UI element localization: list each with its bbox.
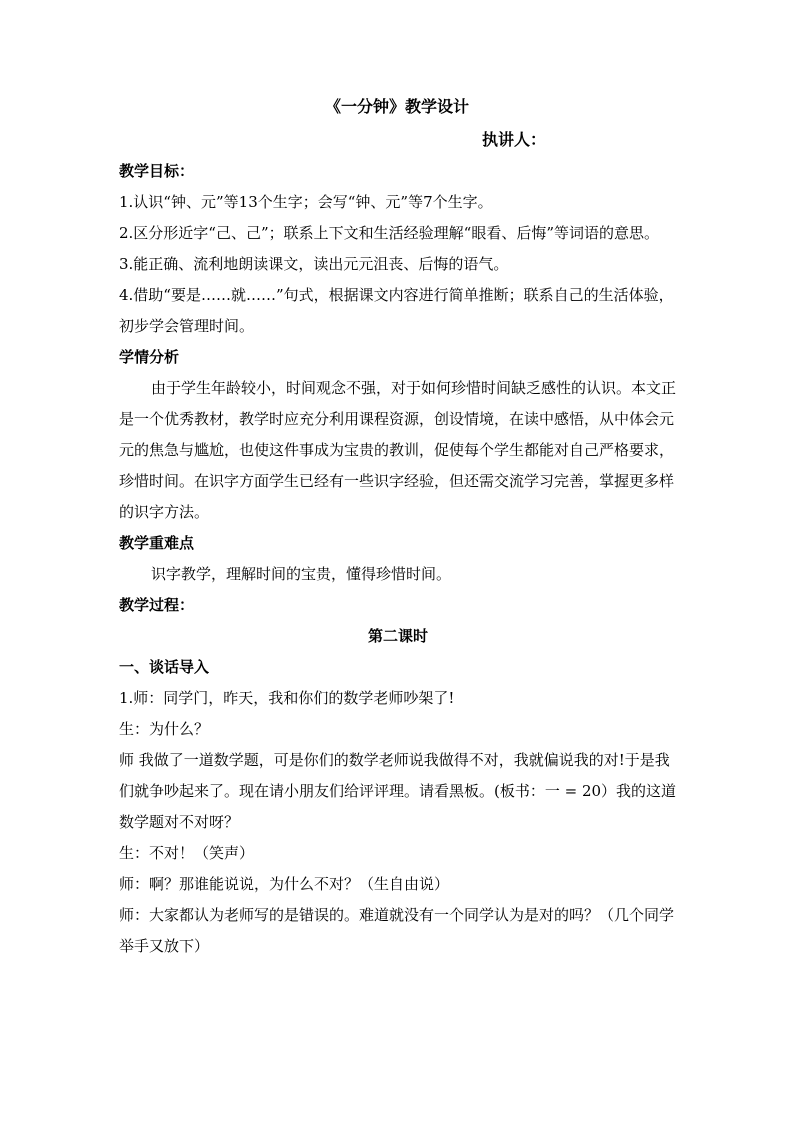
key-points-heading: 教学重难点 xyxy=(119,534,195,552)
goal-item: 1.认识“钟、元”等13个生字；会写“钟、元”等7个生字。 xyxy=(119,193,493,211)
key-points-paragraph: 识字教学，理解时间的宝贵，懂得珍惜时间。 xyxy=(151,565,452,583)
document-body xyxy=(119,156,677,962)
dialogue-line: 1.师：同学门，昨天，我和你们的数学老师吵架了! xyxy=(119,689,455,707)
dialogue-line: 生：为什么？ xyxy=(119,720,210,738)
dialogue-line: 生：不对！（笑声） xyxy=(119,844,255,862)
lesson-heading: 第二课时 xyxy=(367,627,428,645)
dialogue-line: 师：啊？那谁能说说，为什么不对？（生自由说） xyxy=(119,875,450,893)
analysis-heading: 学情分析 xyxy=(119,348,180,366)
goal-item: 2.区分形近字“己、己”；联系上下文和生活经验理解“眼看、后悔”等词语的意思。 xyxy=(119,224,659,242)
section-heading: 一、谈话导入 xyxy=(119,658,210,676)
document-title: 《一分钟》教学设计 xyxy=(324,97,469,116)
author-label: 执讲人： xyxy=(482,130,547,149)
goals-heading: 教学目标： xyxy=(119,162,195,180)
dialogue-line: 师：大家都认为老师写的是错误的。难道就没有一个同学认为是对的吗？（几个同学举手又放下） xyxy=(119,906,675,955)
dialogue-line: 师 我做了一道数学题，可是你们的数学老师说我做得不对，我就偏说我的对!于是我们就争吵起来了。现在请小朋友们给评评理。请看黑板。(板书：一 = 20）我的这道数学题对不对呀？ xyxy=(119,751,677,831)
process-heading: 教学过程： xyxy=(119,596,195,614)
goal-item: 3.能正确、流利地朗读课文，读出元元沮丧、后悔的语气。 xyxy=(119,255,509,273)
analysis-paragraph: 由于学生年龄较小，时间观念不强，对于如何珍惜时间缺乏感性的认识。本文正是一个优秀教材，教学时应充分利用课程资源，创设情境，在读中感悟，从中体会元元的焦急与尴尬，也使这件事成为宝贵的教训，促使每个学生都能对自己严格要求，珍惜时间。在识字方面学生已经有一些识字经验，但还需交流学习完善，掌握更多样的识字方法。 xyxy=(119,379,677,521)
goal-item: 4.借助“要是……就……”句式，根据课文内容进行简单推断；联系自己的生活体验，初步学会管理时间。 xyxy=(119,286,674,335)
